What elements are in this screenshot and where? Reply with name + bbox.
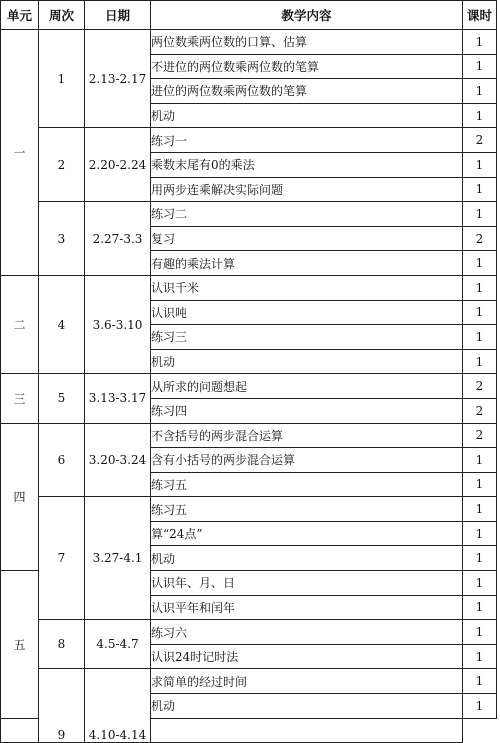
hours-cell: 1	[463, 300, 497, 325]
date-cell: 3.27-4.1	[85, 497, 151, 620]
content-cell: 练习四	[151, 398, 463, 423]
content-cell: 算“24点”	[151, 521, 463, 546]
content-cell: 认识平年和闰年	[151, 595, 463, 620]
header-date: 日期	[85, 1, 151, 30]
content-cell: 认识千米	[151, 275, 463, 300]
date-cell: 3.6-3.10	[85, 275, 151, 373]
content-cell: 从所求的问题想起	[151, 374, 463, 399]
hours-cell: 1	[463, 79, 497, 104]
content-cell: 求简单的经过时间	[151, 669, 463, 694]
header-week: 周次	[39, 1, 85, 30]
week-cell: 2	[39, 128, 85, 202]
unit-cell: 二	[1, 275, 39, 373]
week-cell: 4	[39, 275, 85, 373]
unit-cell: 一	[1, 30, 39, 276]
week-cell: 8	[39, 620, 85, 669]
week-cell: 6	[39, 423, 85, 497]
hours-cell: 1	[463, 472, 497, 497]
content-cell: 两位数乘两位数的口算、估算	[151, 30, 463, 55]
date-cell: 2.20-2.24	[85, 128, 151, 202]
week-cell: 1	[39, 30, 85, 128]
date-cell: 3.13-3.17	[85, 374, 151, 423]
hours-cell: 1	[463, 694, 497, 719]
content-cell: 乘数末尾有0的乘法	[151, 152, 463, 177]
unit-cell: 四	[1, 423, 39, 571]
hours-cell: 1	[463, 251, 497, 276]
hours-cell: 2	[463, 374, 497, 399]
week-cell: 3	[39, 202, 85, 276]
header-unit: 单元	[1, 1, 39, 30]
hours-cell: 1	[463, 325, 497, 350]
hours-cell: 1	[463, 644, 497, 669]
date-cell: 3.20-3.24	[85, 423, 151, 497]
content-cell: 练习六	[151, 620, 463, 645]
content-cell: 认识年、月、日	[151, 571, 463, 596]
hours-cell: 1	[463, 595, 497, 620]
content-cell: 有趣的乘法计算	[151, 251, 463, 276]
hours-cell: 1	[463, 521, 497, 546]
header-row	[1, 1, 497, 30]
content-cell: 复习	[151, 226, 463, 251]
content-cell: 机动	[151, 103, 463, 128]
hours-cell: 1	[463, 177, 497, 202]
table-row	[1, 620, 497, 645]
content-cell: 练习五	[151, 497, 463, 522]
hours-cell: 2	[463, 128, 497, 153]
content-cell: 练习三	[151, 325, 463, 350]
hours-cell: 2	[463, 423, 497, 448]
hours-cell: 1	[463, 349, 497, 374]
table-row	[1, 30, 497, 55]
week-cell: 7	[39, 497, 85, 620]
hours-cell: 2	[463, 226, 497, 251]
table-row	[1, 374, 497, 399]
content-cell: 机动	[151, 694, 463, 719]
hours-cell: 1	[463, 571, 497, 596]
content-cell: 用两步连乘解决实际问题	[151, 177, 463, 202]
date-cell: 2.13-2.17	[85, 30, 151, 128]
hours-cell: 1	[463, 275, 497, 300]
date-cell: 4.10-4.14	[85, 669, 151, 743]
content-cell: 含有小括号的两步混合运算	[151, 448, 463, 473]
content-cell: 进位的两位数乘两位数的笔算	[151, 79, 463, 104]
hours-cell: 1	[463, 620, 497, 645]
unit-cell: 五	[1, 571, 39, 719]
hours-cell: 1	[463, 152, 497, 177]
hours-cell: 1	[463, 448, 497, 473]
content-cell: 不含括号的两步混合运算	[151, 423, 463, 448]
content-cell: 认识24时记时法	[151, 644, 463, 669]
content-cell: 练习二	[151, 202, 463, 227]
table-row	[1, 669, 497, 694]
content-cell: 认识吨	[151, 300, 463, 325]
table-row	[1, 202, 497, 227]
hours-cell	[151, 718, 463, 743]
content-cell: 不进位的两位数乘两位数的笔算	[151, 54, 463, 79]
header-content: 教学内容	[151, 1, 463, 30]
hours-cell: 1	[463, 30, 497, 55]
table-row	[1, 423, 497, 448]
unit-cell: 三	[1, 374, 39, 423]
week-cell: 9	[39, 669, 85, 743]
table-row	[1, 128, 497, 153]
hours-cell: 1	[463, 497, 497, 522]
date-cell: 2.27-3.3	[85, 202, 151, 276]
hours-cell: 1	[463, 202, 497, 227]
content-cell: 练习五	[151, 472, 463, 497]
content-cell: 机动	[151, 349, 463, 374]
content-cell	[1, 718, 39, 743]
header-hours: 课时	[463, 1, 497, 30]
hours-cell: 1	[463, 103, 497, 128]
content-cell: 练习一	[151, 128, 463, 153]
week-cell: 5	[39, 374, 85, 423]
hours-cell: 1	[463, 669, 497, 694]
date-cell: 4.5-4.7	[85, 620, 151, 669]
hours-cell: 1	[463, 546, 497, 571]
table-row	[1, 497, 497, 522]
hours-cell: 1	[463, 54, 497, 79]
content-cell: 机动	[151, 546, 463, 571]
hours-cell: 2	[463, 398, 497, 423]
table-row	[1, 275, 497, 300]
